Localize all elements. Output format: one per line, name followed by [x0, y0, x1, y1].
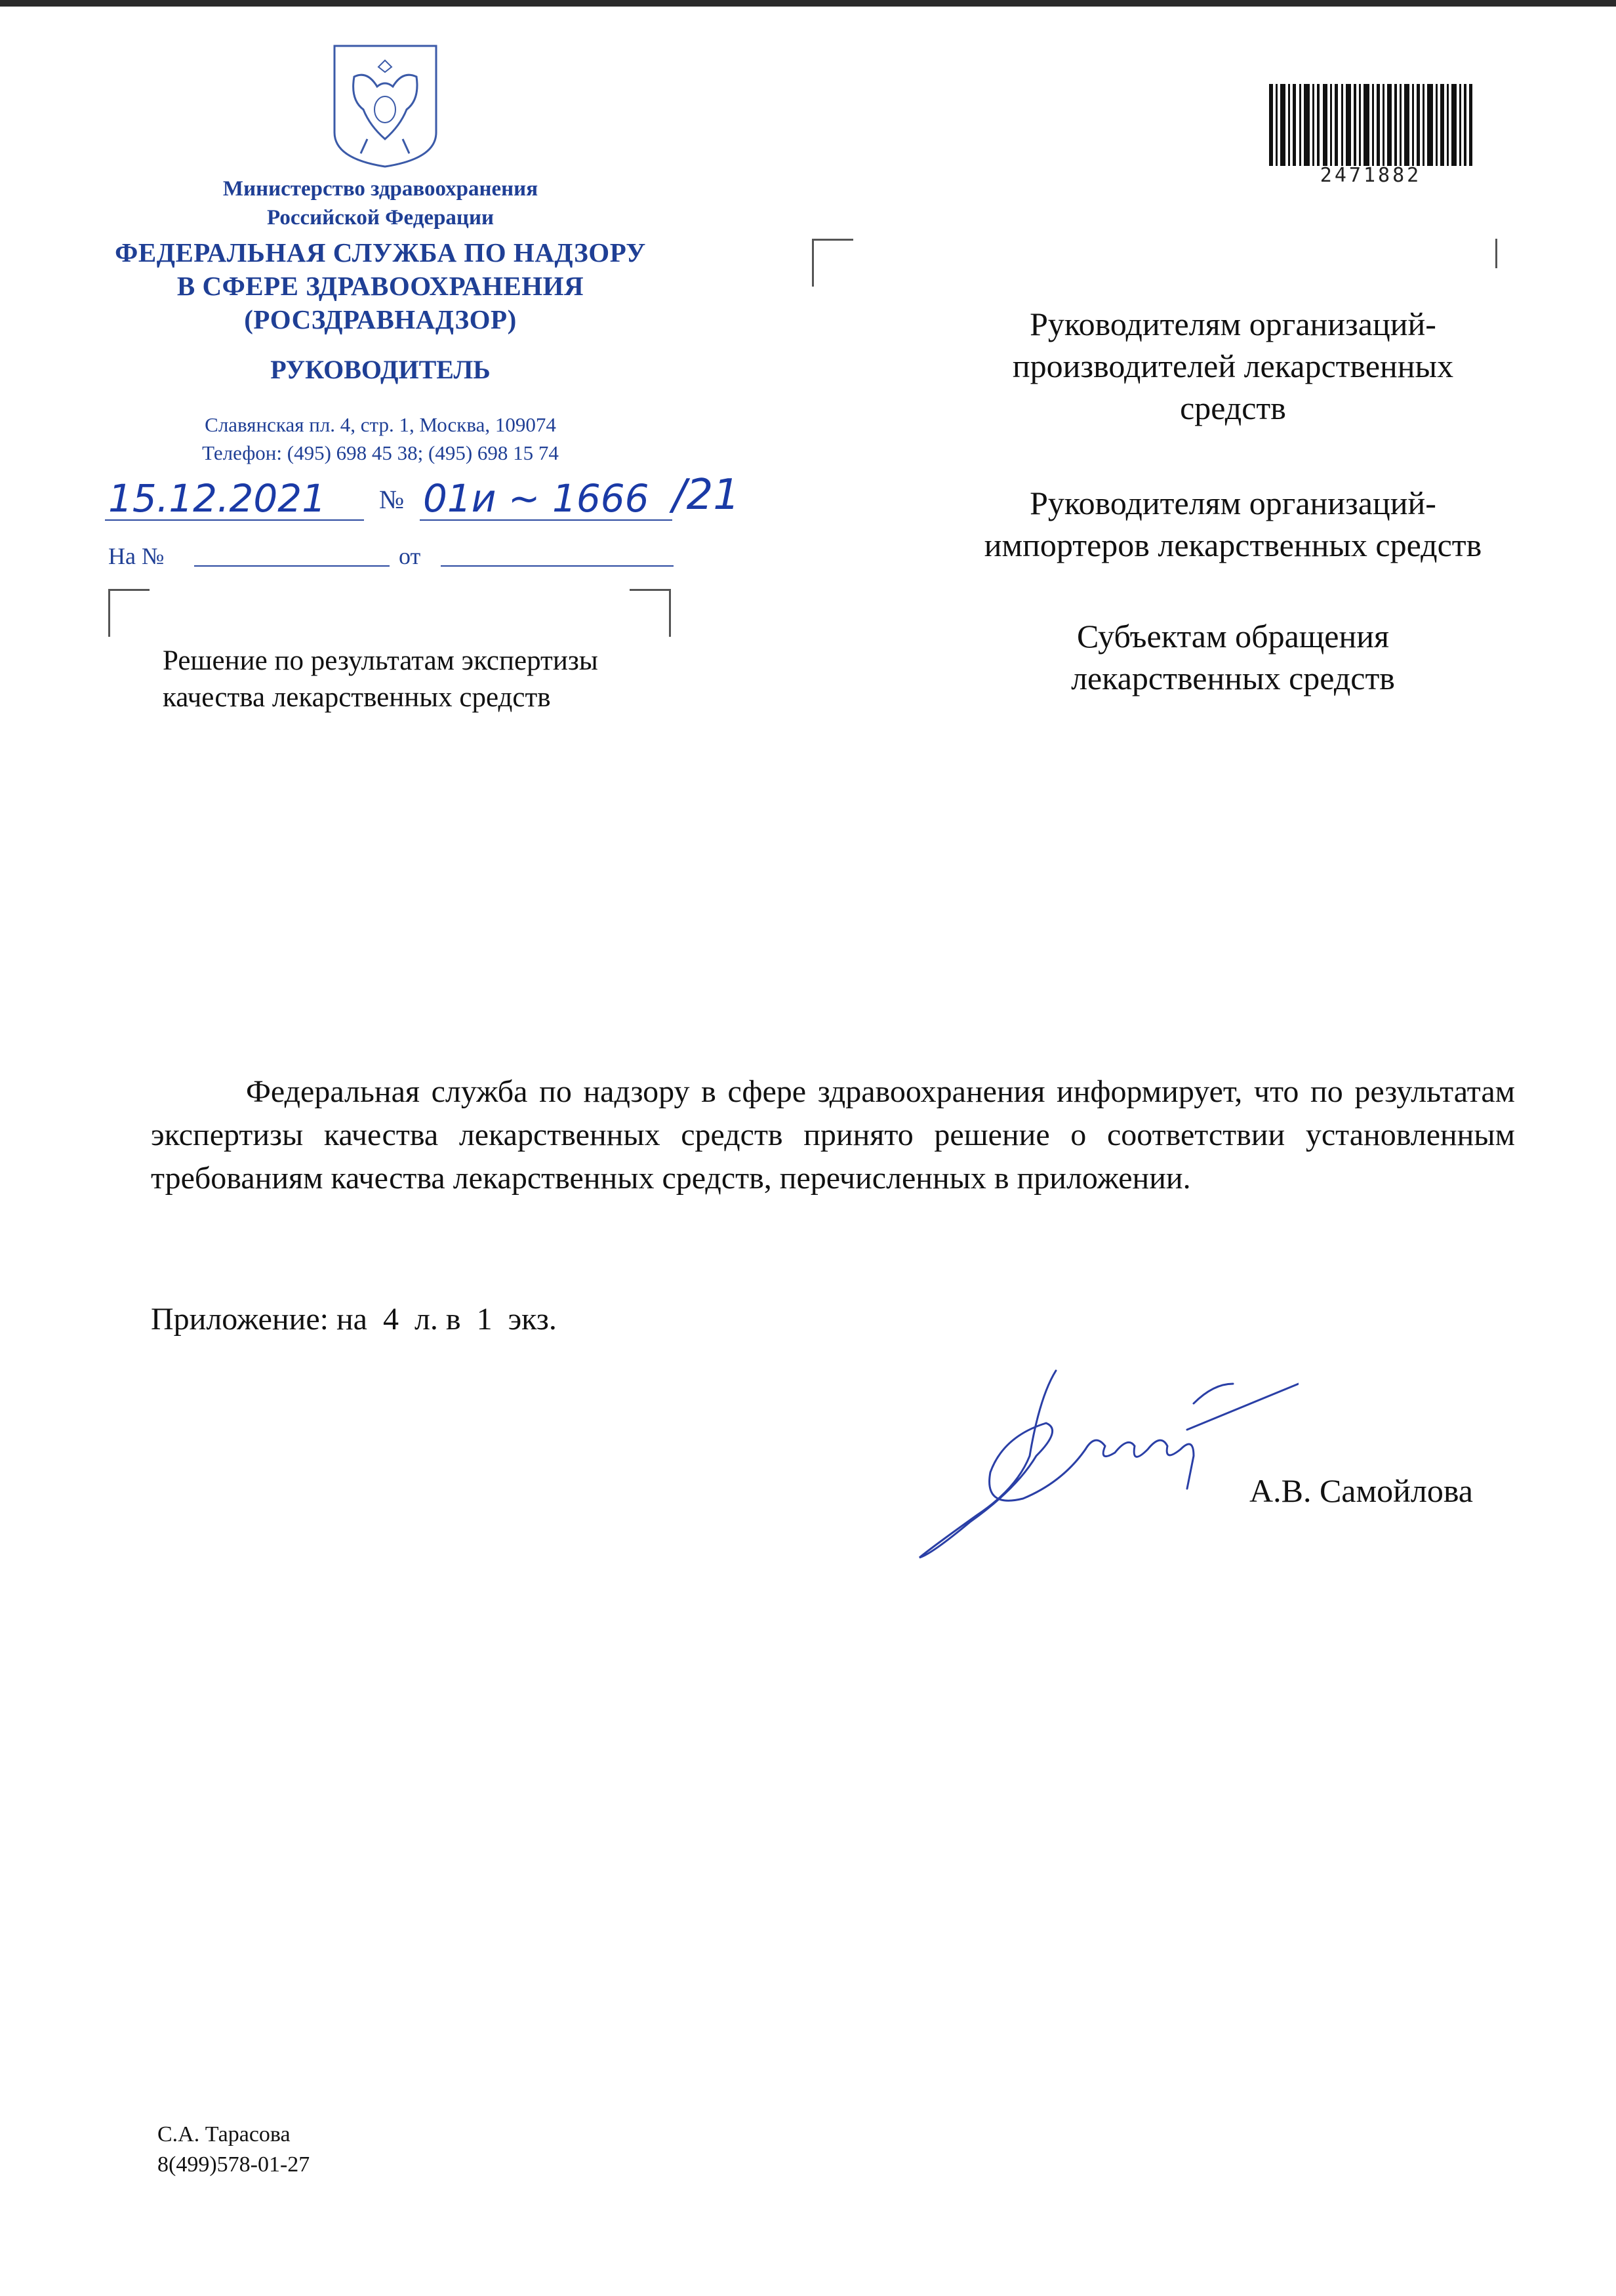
head-title: РУКОВОДИТЕЛЬ — [270, 355, 491, 384]
coat-of-arms-emblem — [328, 41, 443, 171]
executor-name: С.А. Тарасова — [157, 2122, 291, 2146]
reply-from-label: от — [399, 543, 421, 569]
handwritten-signature — [905, 1358, 1299, 1574]
scan-edge — [0, 0, 1616, 7]
signer-name: А.В. Самойлова — [1249, 1472, 1473, 1509]
document-number-suffix: /21 — [672, 471, 740, 519]
document-number: 01и ~ 1666 — [423, 476, 649, 521]
date-underline — [105, 519, 364, 521]
letter-body: Федеральная служба по надзору в сфере здравоохранения информирует, что по результатам экспертизы качества лекарственных средств принято решение о соответствии установленным требованиям качества лекарственных средств, перечисленных в приложении. — [151, 1074, 1515, 1196]
barcode-number: 2471882 — [1320, 164, 1422, 187]
executor-phone: 8(499)578-01-27 — [157, 2152, 310, 2177]
ministry-name: Министерство здравоохранения Российской Федерации — [222, 177, 538, 230]
address-corner-left — [812, 239, 853, 287]
barcode — [1269, 84, 1472, 166]
letterhead-contacts — [39, 411, 721, 467]
reply-date-line — [441, 565, 674, 567]
service-name: ФЕДЕРАЛЬНАЯ СЛУЖБА ПО НАДЗОРУ В СФЕРЕ ЗДРАВООХРАНЕНИЯ (РОСЗДРАВНАДЗОР) — [115, 237, 646, 334]
subject-text: Решение по результатам экспертизы качества лекарственных средств — [163, 645, 598, 713]
number-underline — [420, 519, 672, 521]
attachment-note: Приложение: на 4 л. в 1 экз. — [151, 1302, 557, 1337]
phone: Телефон: (495) 698 45 38; (495) 698 15 74 — [202, 441, 559, 464]
address: Славянская пл. 4, стр. 1, Москва, 109074 — [205, 413, 556, 436]
reply-label: На № — [108, 543, 165, 569]
subject-corner-left — [108, 589, 150, 637]
reply-number-line — [194, 565, 390, 567]
executor-info — [157, 2120, 310, 2180]
address-corner-right — [1456, 239, 1497, 268]
document-date: 15.12.2021 — [108, 476, 327, 521]
addressee-subjects: Субъектам обращения лекарственных средств — [1071, 618, 1395, 696]
number-sign: № — [379, 485, 405, 514]
addressee-manufacturers: Руководителям организаций- производителей лекарственных средств — [1012, 306, 1454, 426]
subject-corner-right — [630, 589, 671, 637]
addressee-importers: Руководителям организаций- импортеров лекарственных средств — [984, 485, 1482, 563]
